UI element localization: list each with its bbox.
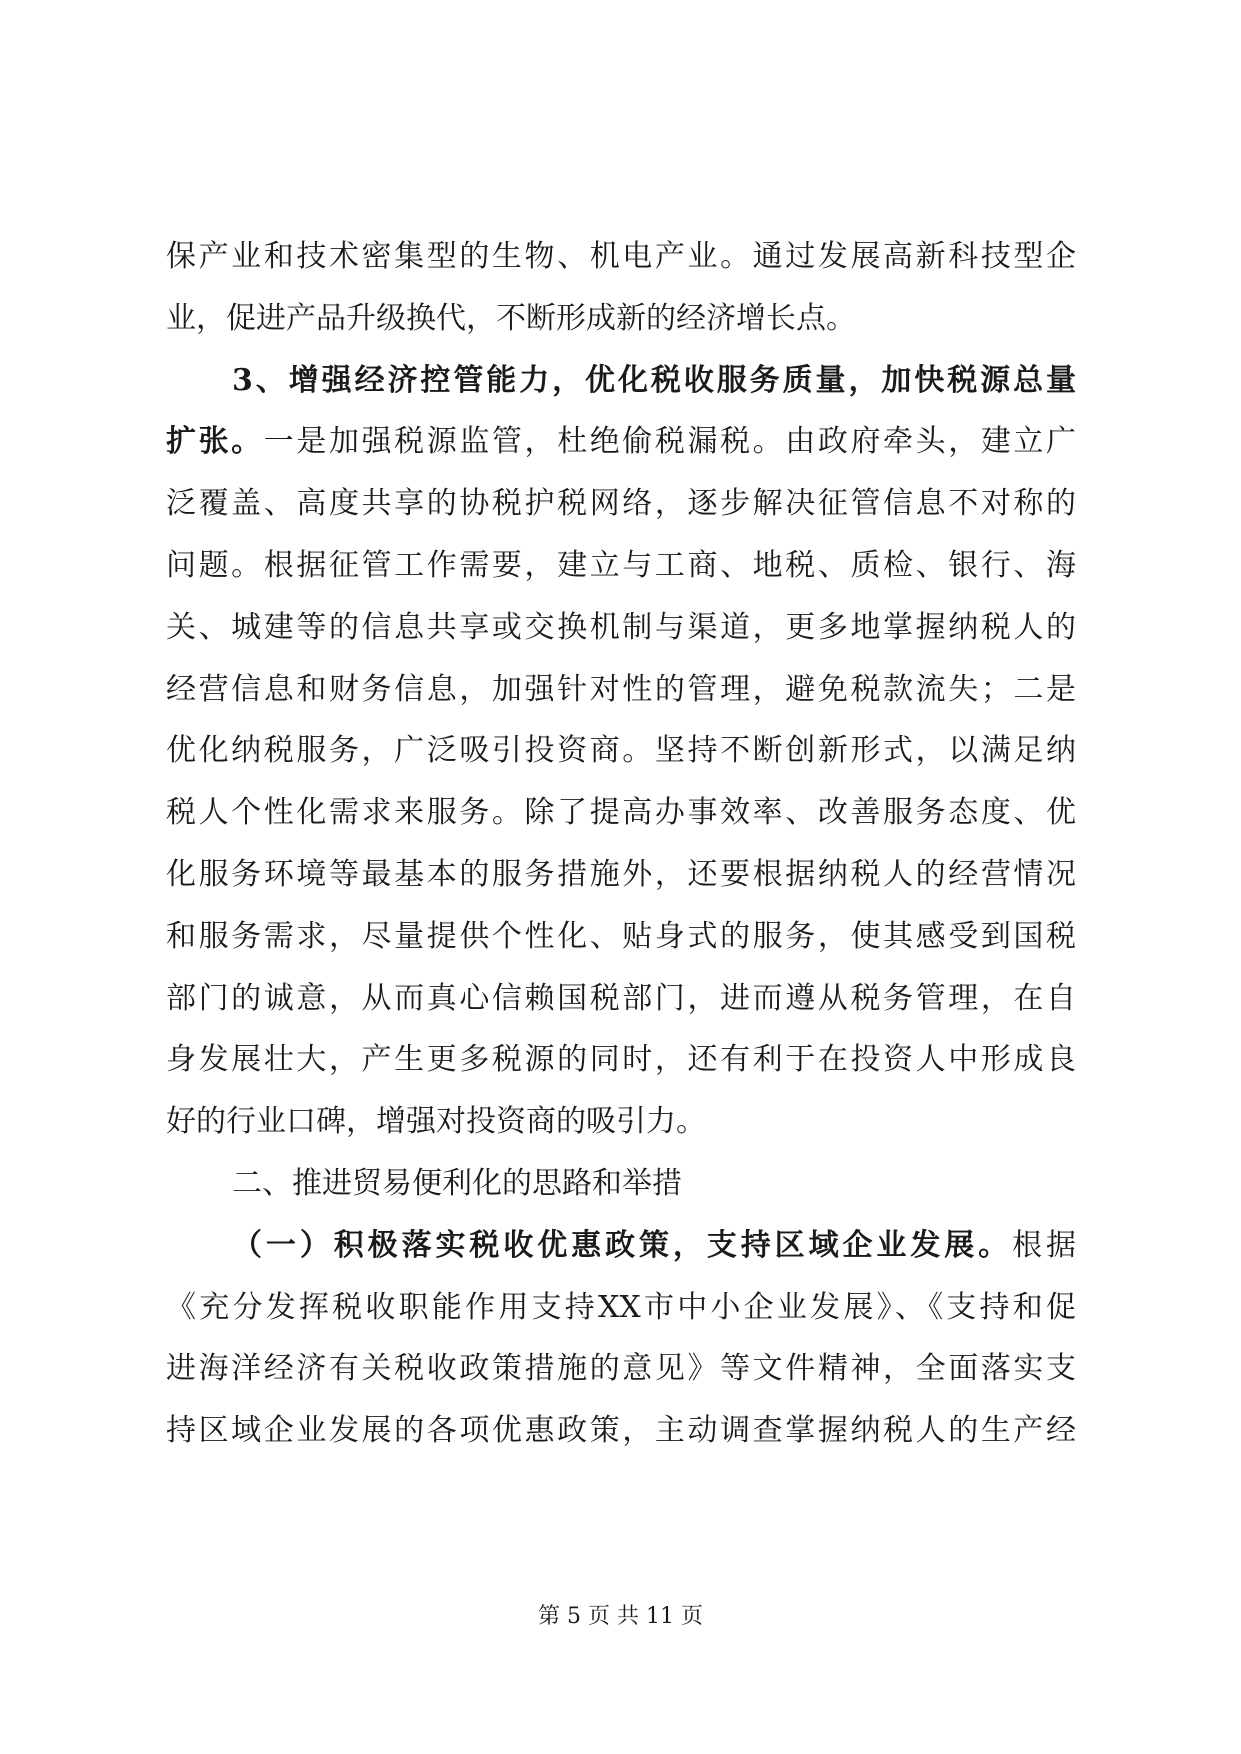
text-line [166, 288, 1076, 350]
text-line [166, 1029, 1076, 1091]
line-text: 泛覆盖、高度共享的协税护税网络，逐步解决征管信息不对称的 [166, 486, 1076, 522]
line-text: 保产业和技术密集型的生物、机电产业。通过发展高新科技型企 [166, 239, 1076, 274]
text-line [166, 659, 1076, 721]
line-text: 业，促进产品升级换代，不断形成新的经济增长点。 [166, 300, 856, 336]
text-line [166, 968, 1076, 1030]
line-text: 关、城建等的信息共享或交换机制与渠道，更多地掌握纳税人的 [166, 609, 1076, 645]
text-line [166, 535, 1076, 597]
text-line [166, 1400, 1076, 1462]
text-line [166, 1277, 1076, 1339]
heading-bold-text: 扩张。 [166, 424, 264, 460]
line-text: 化服务环境等最基本的服务措施外，还要根据纳税人的经营情况 [166, 856, 1076, 892]
heading-bold-text: （一）积极落实税收优惠政策，支持区域企业发展。 [232, 1227, 1013, 1263]
line-text: 好的行业口碑，增强对投资商的吸引力。 [166, 1104, 706, 1140]
line-text: 根据 [1012, 1227, 1077, 1263]
line-text: 经营信息和财务信息，加强针对性的管理，避免税款流失；二是 [166, 671, 1076, 707]
line-text: 和服务需求，尽量提供个性化、贴身式的服务，使其感受到国税 [166, 918, 1076, 954]
text-line [166, 720, 1076, 782]
line-text: 持区域企业发展的各项优惠政策，主动调查掌握纳税人的生产经 [166, 1413, 1076, 1449]
text-line [166, 906, 1076, 968]
section-heading-3 [166, 350, 1076, 412]
line-text: 部门的诚意，从而真心信赖国税部门，进而遵从税务管理，在自 [166, 980, 1076, 1016]
subsection-heading-1 [166, 1215, 1076, 1277]
text-line [166, 597, 1076, 659]
text-line [166, 411, 1076, 473]
text-line [166, 782, 1076, 844]
line-text: 《充分发挥税收职能作用支持XX市中小企业发展》、《支持和促 [166, 1289, 1076, 1325]
text-line [166, 226, 1076, 288]
heading-text: 二、推进贸易便利化的思路和举措 [232, 1165, 682, 1201]
text-line [166, 844, 1076, 906]
section-heading-2 [166, 1153, 1076, 1215]
text-line [166, 1338, 1076, 1400]
line-text: 优化纳税服务，广泛吸引投资商。坚持不断创新形式，以满足纳 [166, 733, 1076, 769]
text-line [166, 1091, 1076, 1153]
body-text [166, 226, 1076, 1462]
text-line [166, 473, 1076, 535]
line-text: 问题。根据征管工作需要，建立与工商、地税、质检、银行、海 [166, 547, 1076, 583]
line-text: 身发展壮大，产生更多税源的同时，还有利于在投资人中形成良 [166, 1042, 1076, 1078]
line-text: 税人个性化需求来服务。除了提高办事效率、改善服务态度、优 [166, 795, 1076, 831]
line-text: 一是加强税源监管，杜绝偷税漏税。由政府牵头，建立广 [263, 424, 1077, 460]
page-footer: 第 5 页 共 11 页 [538, 1604, 703, 1629]
heading-bold-text: 3、增强经济控管能力，优化税收服务质量，加快税源总量 [232, 362, 1076, 398]
line-text: 进海洋经济有关税收政策措施的意见》等文件精神，全面落实支 [166, 1351, 1076, 1387]
